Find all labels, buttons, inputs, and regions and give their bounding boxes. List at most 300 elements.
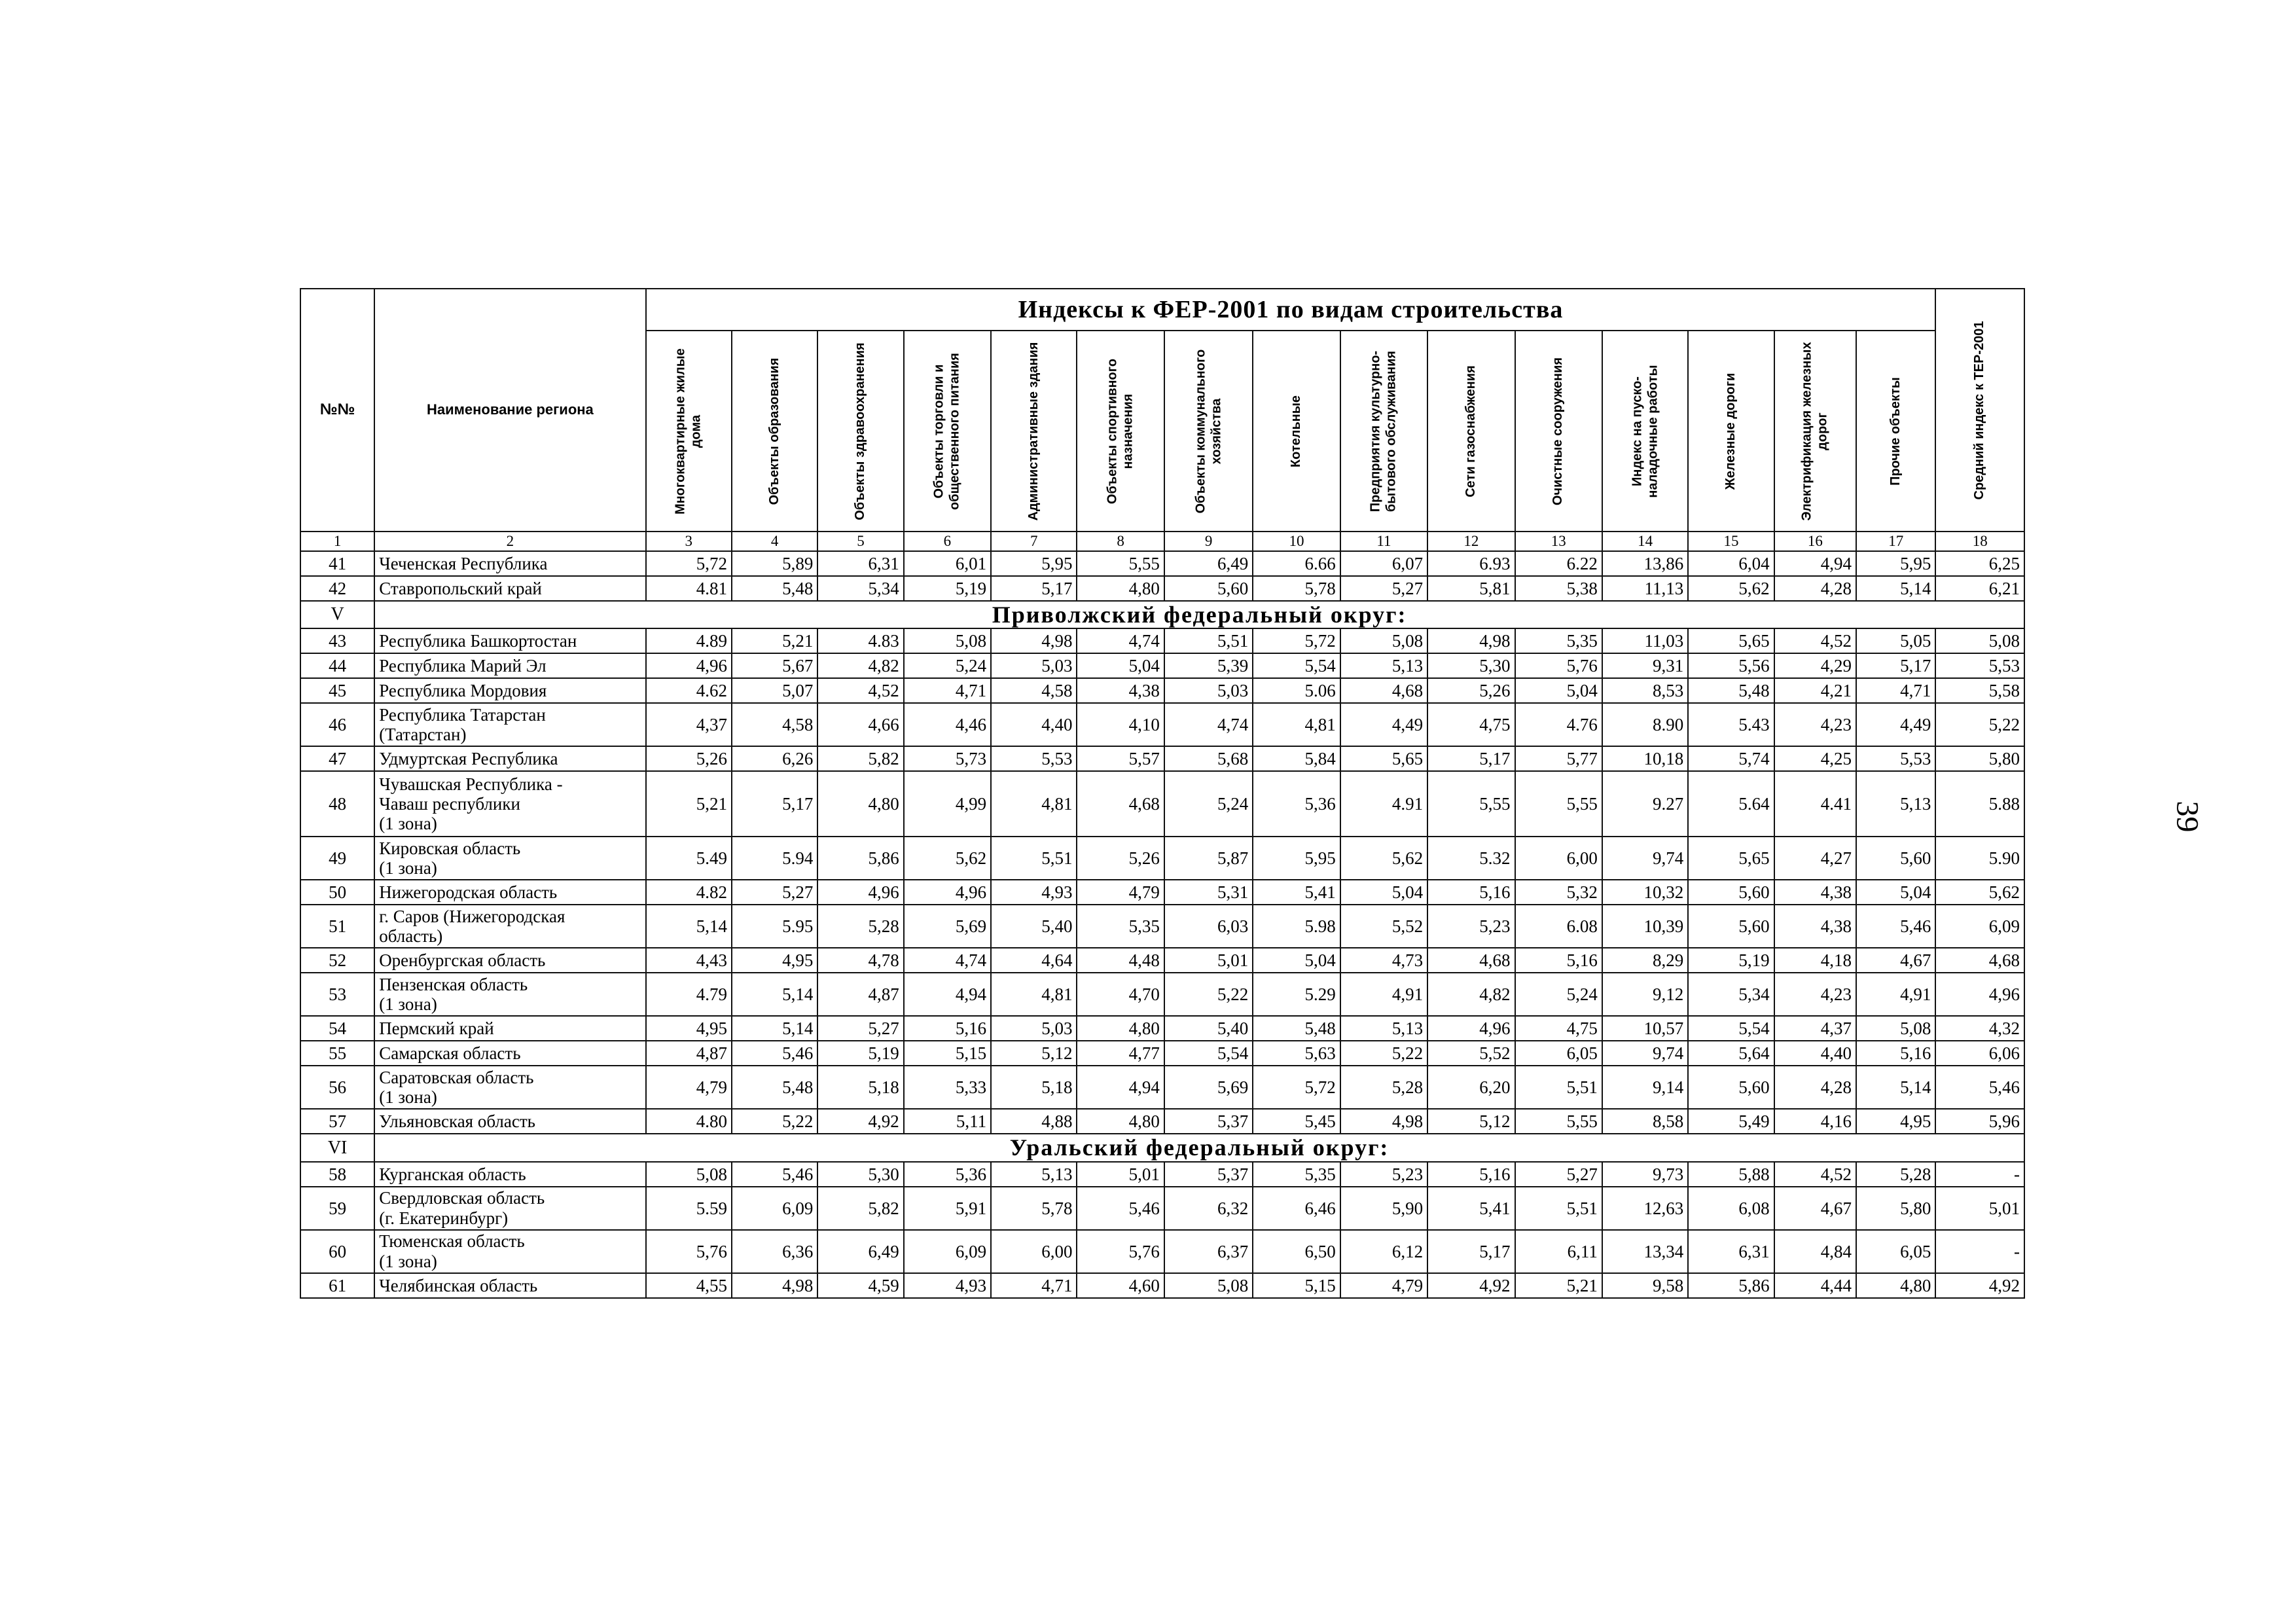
index-value: 5,12 — [991, 1041, 1077, 1066]
index-value: 4,98 — [1340, 1109, 1427, 1134]
region-name-line: (Татарстан) — [379, 725, 467, 745]
table-row — [300, 746, 2024, 771]
index-value: 4,92 — [1427, 1273, 1515, 1298]
index-value: 5,13 — [1340, 653, 1427, 678]
index-value: 5,17 — [1427, 1230, 1515, 1273]
index-value: 5,14 — [732, 1016, 817, 1041]
index-value: 5.49 — [646, 837, 732, 880]
index-value: 5,76 — [1515, 653, 1602, 678]
index-value: 5,38 — [1515, 576, 1602, 601]
index-value: 5,22 — [1340, 1041, 1427, 1066]
row-number: 57 — [300, 1109, 374, 1134]
index-value: 4,75 — [1515, 1016, 1602, 1041]
index-value: 6,03 — [1164, 905, 1253, 948]
section-title: Приволжский федеральный округ: — [374, 601, 2024, 628]
index-value: 6,01 — [904, 551, 991, 576]
index-value: 5,46 — [1856, 905, 1935, 948]
index-value: 6,05 — [1515, 1041, 1602, 1066]
index-value: 5.90 — [1935, 837, 2024, 880]
region-name-line: (1 зона) — [379, 858, 437, 878]
region-name — [374, 678, 645, 703]
index-value: 5,37 — [1164, 1162, 1253, 1187]
table-row — [300, 837, 2024, 880]
column-number: 2 — [374, 532, 645, 551]
index-value: 4,38 — [1077, 678, 1164, 703]
index-value: 4,79 — [646, 1066, 732, 1109]
index-value: 6,09 — [732, 1187, 817, 1230]
index-value: 4,48 — [1077, 948, 1164, 973]
index-value: 6,09 — [904, 1230, 991, 1273]
table-row — [300, 576, 2024, 601]
region-name-line: Чувашская Республика - — [379, 774, 563, 794]
index-value: 4,29 — [1774, 653, 1856, 678]
index-value: 6,20 — [1427, 1066, 1515, 1109]
index-value: 4,21 — [1774, 678, 1856, 703]
column-number: 9 — [1164, 532, 1253, 551]
index-value: 5,35 — [1253, 1162, 1340, 1187]
index-value: 4,49 — [1340, 703, 1427, 746]
region-name — [374, 628, 645, 653]
index-value: 5,28 — [817, 905, 903, 948]
index-value: 6,49 — [817, 1230, 903, 1273]
region-name — [374, 1273, 645, 1298]
index-value: 6,21 — [1935, 576, 2024, 601]
index-value: 4,43 — [646, 948, 732, 973]
index-value: 5,65 — [1688, 837, 1774, 880]
index-value: 10,32 — [1602, 880, 1688, 905]
index-value: 4.81 — [646, 576, 732, 601]
index-value: 5,60 — [1856, 837, 1935, 880]
index-value: 4,96 — [646, 653, 732, 678]
index-value: 4,79 — [1077, 880, 1164, 905]
index-value: 9,74 — [1602, 1041, 1688, 1066]
index-value: 4,87 — [646, 1041, 732, 1066]
index-value: 5.64 — [1688, 771, 1774, 837]
index-value: 6,11 — [1515, 1230, 1602, 1273]
index-value: 4,18 — [1774, 948, 1856, 973]
column-number: 10 — [1253, 532, 1340, 551]
region-name-line: Республика Татарстан — [379, 705, 546, 725]
index-value: 9,14 — [1602, 1066, 1688, 1109]
index-value: 5,55 — [1515, 771, 1602, 837]
index-value: 4,52 — [1774, 1162, 1856, 1187]
index-value: 4,70 — [1077, 973, 1164, 1016]
index-value: 4,37 — [1774, 1016, 1856, 1041]
col-header-5 — [817, 331, 903, 532]
col-header-16 — [1774, 331, 1856, 532]
index-value: 5,54 — [1253, 653, 1340, 678]
index-value: 5,27 — [1340, 576, 1427, 601]
region-name-line: Чеченская Республика — [379, 553, 548, 573]
column-number: 15 — [1688, 532, 1774, 551]
index-value: 5,03 — [991, 1016, 1077, 1041]
index-value: 5,48 — [1688, 678, 1774, 703]
col-header-text: Объекты коммунального хозяйства — [1193, 349, 1223, 513]
row-number: 54 — [300, 1016, 374, 1041]
index-value: 5,37 — [1164, 1109, 1253, 1134]
index-value: 5,55 — [1427, 771, 1515, 837]
no-header: №№ — [300, 289, 374, 532]
index-value: 4,66 — [817, 703, 903, 746]
index-value: 5,28 — [1856, 1162, 1935, 1187]
index-value: 5,23 — [1340, 1162, 1427, 1187]
table-row — [300, 1273, 2024, 1298]
index-value: 5,04 — [1253, 948, 1340, 973]
index-value: 4,91 — [1340, 973, 1427, 1016]
index-value: 5,51 — [1515, 1187, 1602, 1230]
index-value: 4,88 — [991, 1109, 1077, 1134]
table-title: Индексы к ФЕР-2001 по видам строительства — [646, 289, 1936, 331]
index-value: 4,94 — [904, 973, 991, 1016]
index-value: 4.82 — [646, 880, 732, 905]
index-value: 4,79 — [1340, 1273, 1427, 1298]
column-number: 6 — [904, 532, 991, 551]
index-value: 4,46 — [904, 703, 991, 746]
index-value: 5,84 — [1253, 746, 1340, 771]
index-value: 6,12 — [1340, 1230, 1427, 1273]
row-number: 42 — [300, 576, 374, 601]
col-header-14 — [1602, 331, 1688, 532]
index-value: 6,31 — [817, 551, 903, 576]
index-value: 10,57 — [1602, 1016, 1688, 1041]
table-row — [300, 880, 2024, 905]
index-value: 4,25 — [1774, 746, 1856, 771]
index-value: 5,08 — [646, 1162, 732, 1187]
table-row — [300, 771, 2024, 837]
region-name-line: (1 зона) — [379, 814, 437, 834]
index-value: 5,33 — [904, 1066, 991, 1109]
row-number: 52 — [300, 948, 374, 973]
index-value: 4,81 — [1253, 703, 1340, 746]
index-value: 4,44 — [1774, 1273, 1856, 1298]
index-value: 5,65 — [1340, 746, 1427, 771]
index-value: 5,46 — [732, 1041, 817, 1066]
table-row — [300, 703, 2024, 746]
table-row — [300, 628, 2024, 653]
index-value: 5,18 — [991, 1066, 1077, 1109]
index-value: 5,60 — [1688, 880, 1774, 905]
index-value: 10,39 — [1602, 905, 1688, 948]
index-value: 5,76 — [646, 1230, 732, 1273]
index-value: 4,98 — [1427, 628, 1515, 653]
index-value: 4,78 — [817, 948, 903, 973]
row-number: 47 — [300, 746, 374, 771]
index-value: - — [1935, 1230, 2024, 1273]
region-name-line: Чаваш республики — [379, 794, 520, 814]
region-name — [374, 1016, 645, 1041]
col-header-text: Сети газоснабжения — [1463, 365, 1479, 497]
index-value: 9,31 — [1602, 653, 1688, 678]
index-value: 5,26 — [1427, 678, 1515, 703]
index-value: 5,95 — [1253, 837, 1340, 880]
section-number: V — [300, 601, 374, 628]
index-value: 5,13 — [991, 1162, 1077, 1187]
index-value: 4,71 — [1856, 678, 1935, 703]
index-value: 5,32 — [1515, 880, 1602, 905]
index-value: 5.06 — [1253, 678, 1340, 703]
region-name-line: Удмуртская Республика — [379, 749, 558, 769]
index-value: 5,22 — [1935, 703, 2024, 746]
index-value: 4,74 — [1164, 703, 1253, 746]
col-header-15 — [1688, 331, 1774, 532]
index-value: 5,04 — [1856, 880, 1935, 905]
index-value: 5,05 — [1856, 628, 1935, 653]
index-value: 4.62 — [646, 678, 732, 703]
index-value: 4,55 — [646, 1273, 732, 1298]
index-value: 5,40 — [991, 905, 1077, 948]
index-value: 5,74 — [1688, 746, 1774, 771]
col-header-13 — [1515, 331, 1602, 532]
row-number: 55 — [300, 1041, 374, 1066]
region-name-line: Курганская область — [379, 1164, 526, 1184]
index-value: 5,46 — [1077, 1187, 1164, 1230]
index-value: 5,21 — [646, 771, 732, 837]
index-value: 6,04 — [1688, 551, 1774, 576]
index-value: 5,04 — [1077, 653, 1164, 678]
index-value: 4,10 — [1077, 703, 1164, 746]
index-value: 5,03 — [1164, 678, 1253, 703]
region-name-line: Саратовская область — [379, 1068, 534, 1088]
index-value: 12,63 — [1602, 1187, 1688, 1230]
index-value: 4.76 — [1515, 703, 1602, 746]
col-header-4 — [732, 331, 817, 532]
index-value: 4,96 — [1935, 973, 2024, 1016]
index-value: 5,58 — [1935, 678, 2024, 703]
index-value: 5,27 — [817, 1016, 903, 1041]
index-value: 5,21 — [732, 628, 817, 653]
region-name — [374, 653, 645, 678]
row-number: 41 — [300, 551, 374, 576]
index-value: 5,40 — [1164, 1016, 1253, 1041]
index-value: 4,94 — [1077, 1066, 1164, 1109]
index-value: 4,80 — [1856, 1273, 1935, 1298]
column-number: 3 — [646, 532, 732, 551]
index-value: 4,93 — [904, 1273, 991, 1298]
index-value: 4,67 — [1856, 948, 1935, 973]
index-value: 8,29 — [1602, 948, 1688, 973]
col-header-9 — [1164, 331, 1253, 532]
region-name-line: Самарская область — [379, 1043, 521, 1064]
index-value: 5,11 — [904, 1109, 991, 1134]
region-name — [374, 973, 645, 1016]
index-value: 9,12 — [1602, 973, 1688, 1016]
index-value: 5,46 — [732, 1162, 817, 1187]
index-value: 5,72 — [1253, 628, 1340, 653]
index-value: 5,48 — [732, 576, 817, 601]
index-value: 4,80 — [1077, 1109, 1164, 1134]
index-value: 5,26 — [646, 746, 732, 771]
row-number: 43 — [300, 628, 374, 653]
row-number: 48 — [300, 771, 374, 837]
index-value: 5,36 — [904, 1162, 991, 1187]
index-value: 4,52 — [1774, 628, 1856, 653]
index-value: 4,23 — [1774, 973, 1856, 1016]
index-value: 6.08 — [1515, 905, 1602, 948]
region-name-line: Нижегородская область — [379, 882, 558, 903]
index-value: 4,82 — [1427, 973, 1515, 1016]
table-row — [300, 905, 2024, 948]
index-value: 5,78 — [991, 1187, 1077, 1230]
index-value: 5,73 — [904, 746, 991, 771]
index-value: 6,37 — [1164, 1230, 1253, 1273]
column-number: 7 — [991, 532, 1077, 551]
region-name — [374, 837, 645, 880]
index-value: 5.59 — [646, 1187, 732, 1230]
index-value: 6,06 — [1935, 1041, 2024, 1066]
col-header-text: Прочие объекты — [1888, 376, 1903, 486]
region-name — [374, 703, 645, 746]
index-value: 5,14 — [1856, 1066, 1935, 1109]
index-value: 4,59 — [817, 1273, 903, 1298]
index-value: 6,36 — [732, 1230, 817, 1273]
col-header-8 — [1077, 331, 1164, 532]
index-value: 5,62 — [1340, 837, 1427, 880]
index-value: 9,74 — [1602, 837, 1688, 880]
index-value: 5,24 — [1164, 771, 1253, 837]
index-value: 5,15 — [1253, 1273, 1340, 1298]
index-value: 5,35 — [1515, 628, 1602, 653]
index-value: 8.90 — [1602, 703, 1688, 746]
index-value: 4.41 — [1774, 771, 1856, 837]
row-number: 56 — [300, 1066, 374, 1109]
index-value: 5,51 — [1515, 1066, 1602, 1109]
index-value: 5.29 — [1253, 973, 1340, 1016]
index-value: 5.43 — [1688, 703, 1774, 746]
index-value: 5,67 — [732, 653, 817, 678]
index-value: 4,92 — [817, 1109, 903, 1134]
region-name-line: (г. Екатеринбург) — [379, 1208, 509, 1228]
table-row — [300, 1162, 2024, 1187]
index-value: 4,87 — [817, 973, 903, 1016]
index-value: 5,82 — [817, 746, 903, 771]
index-value: 4,77 — [1077, 1041, 1164, 1066]
region-name — [374, 948, 645, 973]
index-value: 4,95 — [732, 948, 817, 973]
index-value: 5,80 — [1935, 746, 2024, 771]
index-value: 4,94 — [1774, 551, 1856, 576]
index-value: 5,88 — [1688, 1162, 1774, 1187]
index-value: 5,51 — [1164, 628, 1253, 653]
index-value: 5,76 — [1077, 1230, 1164, 1273]
index-value: 5,01 — [1164, 948, 1253, 973]
index-value: 5,12 — [1427, 1109, 1515, 1134]
index-value: 5,18 — [817, 1066, 903, 1109]
index-value: 6,50 — [1253, 1230, 1340, 1273]
index-value: 5,04 — [1515, 678, 1602, 703]
index-value: 6,32 — [1164, 1187, 1253, 1230]
index-value: 6,07 — [1340, 551, 1427, 576]
table-row — [300, 1066, 2024, 1109]
region-name-line: Ульяновская область — [379, 1111, 535, 1132]
row-number: 60 — [300, 1230, 374, 1273]
index-value: 4,75 — [1427, 703, 1515, 746]
index-value: 4,80 — [817, 771, 903, 837]
index-value: 5,81 — [1427, 576, 1515, 601]
section-row — [300, 601, 2024, 628]
index-value: 4,98 — [732, 1273, 817, 1298]
region-name — [374, 771, 645, 837]
region-name-line: Свердловская область — [379, 1188, 545, 1208]
index-value: 5,51 — [991, 837, 1077, 880]
index-value: 5,17 — [1856, 653, 1935, 678]
column-number: 1 — [300, 532, 374, 551]
table-row — [300, 948, 2024, 973]
index-value: 6,31 — [1688, 1230, 1774, 1273]
index-value: 9.27 — [1602, 771, 1688, 837]
index-value: 4,68 — [1427, 948, 1515, 973]
index-value: 5,78 — [1253, 576, 1340, 601]
index-value: 5,16 — [904, 1016, 991, 1041]
region-name-line: (1 зона) — [379, 1251, 437, 1271]
index-value: 5,16 — [1515, 948, 1602, 973]
index-value: 5,36 — [1253, 771, 1340, 837]
index-value: 4,40 — [991, 703, 1077, 746]
index-value: 5,17 — [991, 576, 1077, 601]
page-number: 39 — [2170, 801, 2205, 833]
index-value: 5,48 — [1253, 1016, 1340, 1041]
column-number: 4 — [732, 532, 817, 551]
index-value: 11,13 — [1602, 576, 1688, 601]
index-value: 4,74 — [1077, 628, 1164, 653]
index-value: 5,14 — [646, 905, 732, 948]
index-value: 4,38 — [1774, 905, 1856, 948]
col-header-text: Электрификация железных дорог — [1799, 341, 1830, 521]
index-value: 5,60 — [1688, 905, 1774, 948]
column-number: 5 — [817, 532, 903, 551]
row-number: 51 — [300, 905, 374, 948]
index-value: 4,84 — [1774, 1230, 1856, 1273]
index-value: 4,64 — [991, 948, 1077, 973]
row-number: 49 — [300, 837, 374, 880]
index-value: 4.80 — [646, 1109, 732, 1134]
region-name-line: Пензенская область — [379, 975, 528, 995]
index-value: - — [1935, 1162, 2024, 1187]
index-value: 4,49 — [1856, 703, 1935, 746]
index-value: 5,22 — [1164, 973, 1253, 1016]
row-number: 50 — [300, 880, 374, 905]
index-value: 5.94 — [732, 837, 817, 880]
index-value: 4,71 — [991, 1273, 1077, 1298]
index-value: 5,64 — [1688, 1041, 1774, 1066]
region-name-line: (1 зона) — [379, 1087, 437, 1108]
col-header-text: Очистные сооружения — [1551, 357, 1566, 505]
index-value: 4,95 — [646, 1016, 732, 1041]
index-value: 5,01 — [1077, 1162, 1164, 1187]
index-value: 4,32 — [1935, 1016, 2024, 1041]
region-name — [374, 1187, 645, 1230]
index-value: 5,08 — [1164, 1273, 1253, 1298]
section-number: VI — [300, 1134, 374, 1161]
index-value: 5,95 — [1856, 551, 1935, 576]
index-value: 5,62 — [1688, 576, 1774, 601]
index-value: 4.91 — [1340, 771, 1427, 837]
index-value: 4,58 — [732, 703, 817, 746]
index-value: 5,19 — [817, 1041, 903, 1066]
index-value: 5,04 — [1340, 880, 1427, 905]
index-value: 5.98 — [1253, 905, 1340, 948]
index-value: 5,34 — [1688, 973, 1774, 1016]
col-header-text: Многоквартирные жилые дома — [673, 348, 704, 514]
col-header-3 — [646, 331, 732, 532]
index-value: 4,37 — [646, 703, 732, 746]
index-value: 4,93 — [991, 880, 1077, 905]
index-value: 5.32 — [1427, 837, 1515, 880]
region-name-line: г. Саров (Нижегородская — [379, 907, 565, 927]
section-row — [300, 1134, 2024, 1161]
index-value: 6,08 — [1688, 1187, 1774, 1230]
index-value: 5,24 — [1515, 973, 1602, 1016]
index-value: 4,92 — [1935, 1273, 2024, 1298]
